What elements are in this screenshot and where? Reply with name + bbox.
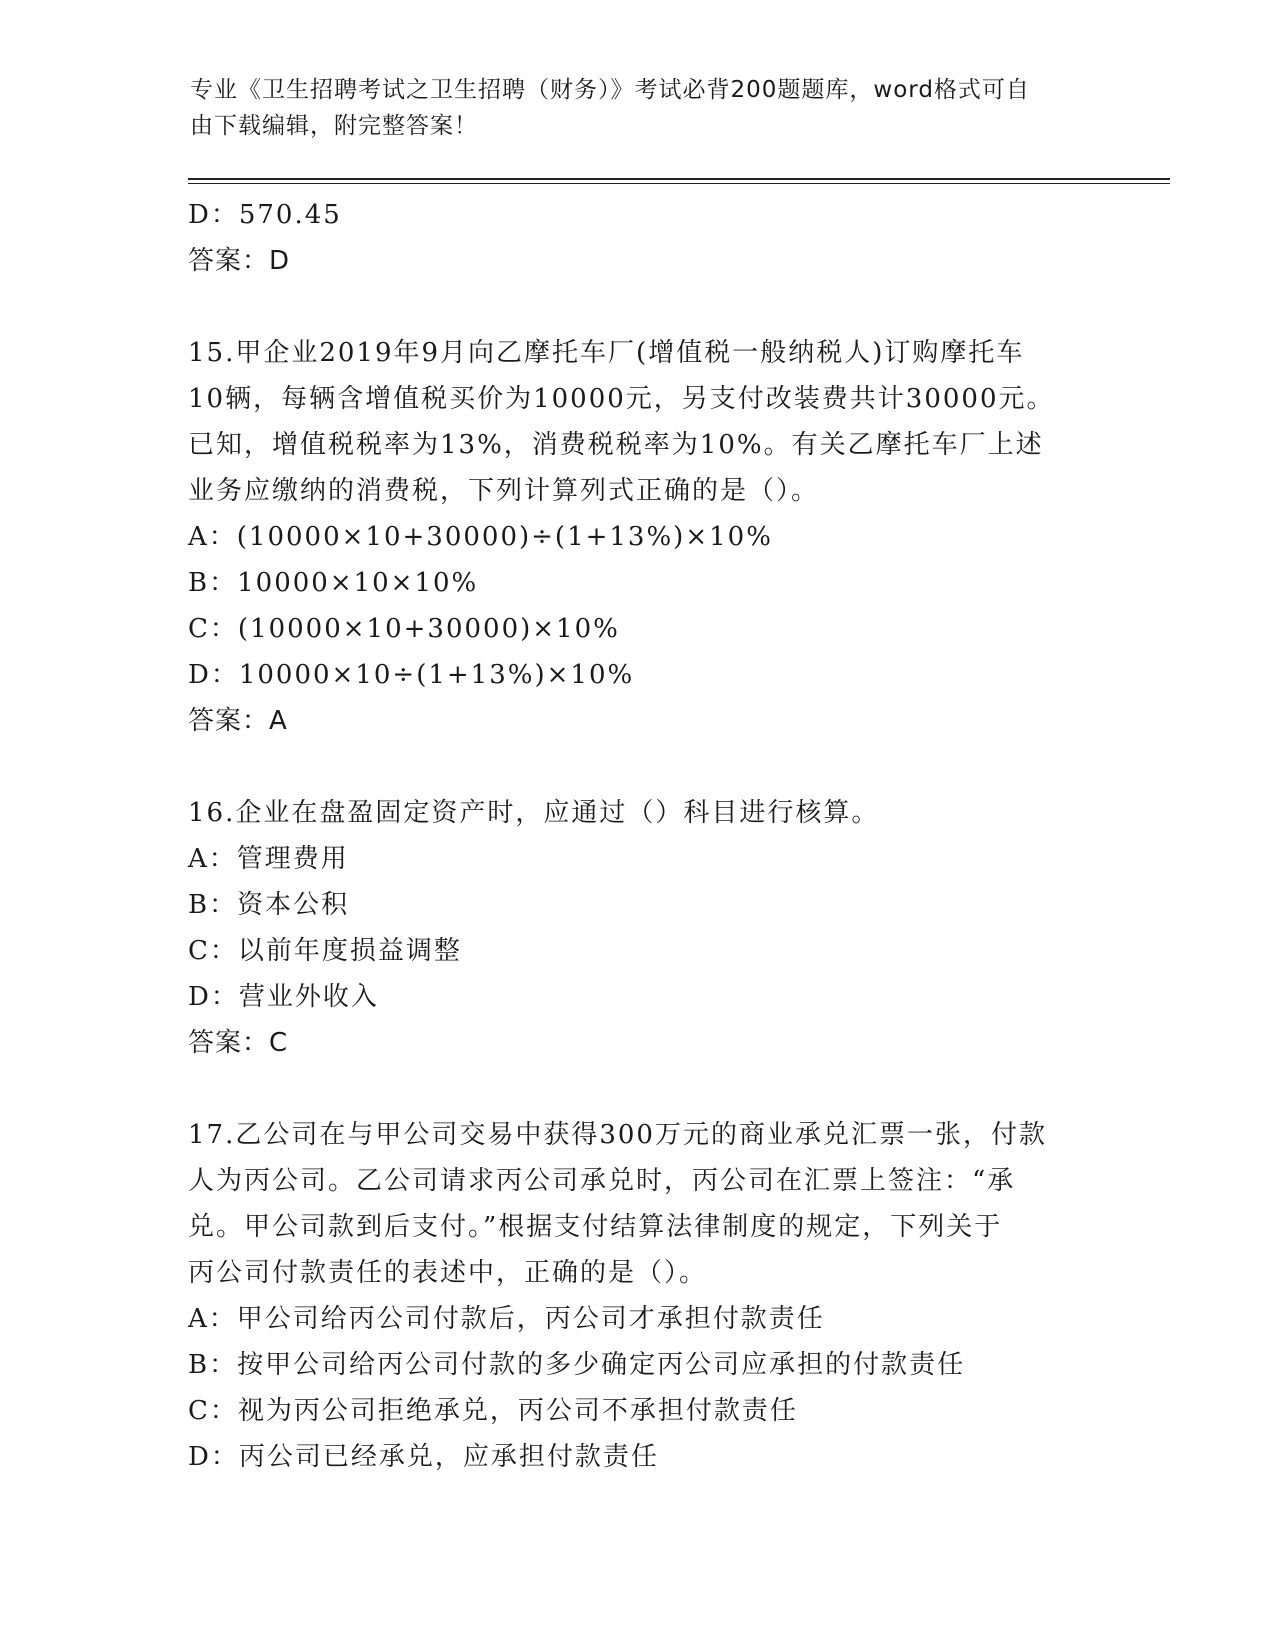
question-17: [188, 1112, 1088, 1480]
question-17-stem-line: 丙公司付款责任的表述中，正确的是（）。: [188, 1258, 708, 1288]
question-16-option-c: C：以前年度损益调整: [188, 936, 462, 966]
question-16: [188, 790, 1088, 1066]
question-17-stem-line: 人为丙公司。乙公司请求丙公司承兑时，丙公司在汇票上签注：“承: [188, 1166, 1016, 1196]
header-rule-thin: [188, 183, 1170, 184]
spacer: [188, 744, 1088, 790]
prev-option-d: D：570.45: [188, 200, 342, 230]
question-15: [188, 330, 1088, 744]
header-rule-thick: [188, 178, 1170, 180]
question-17-stem-line: 17.乙公司在与甲公司交易中获得300万元的商业承兑汇票一张，付款: [188, 1120, 1047, 1150]
question-17-option-c: C：视为丙公司拒绝承兑，丙公司不承担付款责任: [188, 1396, 798, 1426]
document-header: [190, 72, 1090, 144]
question-15-option-d: D：10000×10÷(1+13%)×10%: [188, 660, 635, 690]
header-line-2: 由下载编辑，附完整答案！: [190, 113, 478, 139]
question-15-answer: 答案：A: [188, 706, 288, 736]
question-16-option-b: B：资本公积: [188, 890, 350, 920]
header-line-1: 专业《卫生招聘考试之卫生招聘（财务）》考试必背200题题库，word格式可自: [190, 77, 1030, 103]
question-17-option-a: A：甲公司给丙公司付款后，丙公司才承担付款责任: [188, 1304, 825, 1334]
question-15-option-b: B：10000×10×10%: [188, 568, 479, 598]
spacer: [188, 284, 1088, 330]
question-17-stem-line: 兑。甲公司款到后支付。”根据支付结算法律制度的规定，下列关于: [188, 1212, 1003, 1242]
prev-answer: 答案：D: [188, 246, 291, 276]
question-15-option-a: A：(10000×10+30000)÷(1+13%)×10%: [188, 522, 773, 552]
document-body: [188, 192, 1088, 1480]
question-16-option-a: A：管理费用: [188, 844, 349, 874]
question-16-stem-line: 16.企业在盘盈固定资产时，应通过（）科目进行核算。: [188, 798, 880, 828]
question-15-stem-line: 已知，增值税税率为13%，消费税税率为10%。有关乙摩托车厂上述: [188, 430, 1044, 460]
question-17-option-d: D：丙公司已经承兑，应承担付款责任: [188, 1442, 659, 1472]
question-15-stem-line: 15.甲企业2019年9月向乙摩托车厂(增值税一般纳税人)订购摩托车: [188, 338, 1025, 368]
question-16-answer: 答案：C: [188, 1028, 289, 1058]
question-17-option-b: B：按甲公司给丙公司付款的多少确定丙公司应承担的付款责任: [188, 1350, 966, 1380]
spacer: [188, 1066, 1088, 1112]
question-15-stem-line: 业务应缴纳的消费税，下列计算列式正确的是（）。: [188, 476, 820, 506]
question-16-option-d: D：营业外收入: [188, 982, 379, 1012]
question-15-stem-line: 10辆，每辆含增值税买价为10000元，另支付改装费共计30000元。: [188, 384, 1055, 414]
question-15-option-c: C：(10000×10+30000)×10%: [188, 614, 620, 644]
